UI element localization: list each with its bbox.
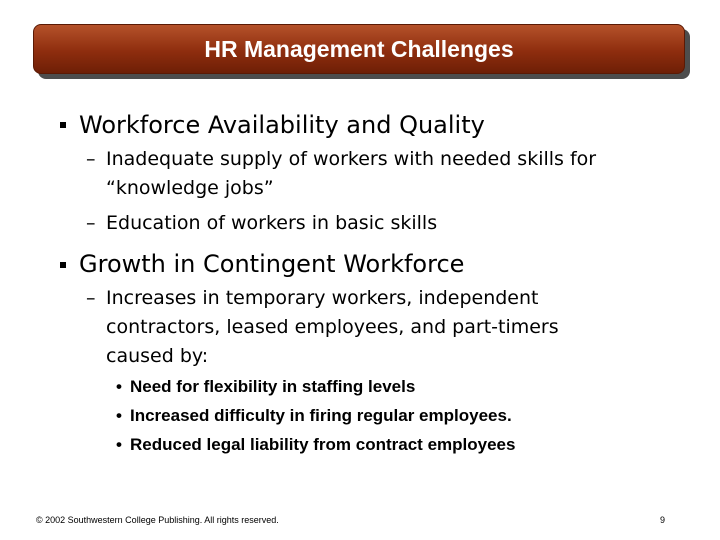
detail-bullet-text: Increased difficulty in firing regular employees. (130, 406, 512, 425)
bullet-marker (60, 122, 66, 128)
detail-bullet-dot: • (116, 406, 122, 425)
footer-copyright: © 2002 Southwestern College Publishing. All rights reserved. (36, 515, 279, 525)
detail-bullet-dot: • (116, 435, 122, 454)
subbullet-line: contractors, leased employees, and part-timers (106, 316, 559, 338)
bullet-text: Growth in Contingent Workforce (79, 250, 465, 278)
subbullet-line: Increases in temporary workers, independent (106, 287, 539, 309)
page-number: 9 (660, 515, 666, 525)
subbullet-dash: – (86, 287, 96, 309)
detail-bullet-text: Reduced legal liability from contract employees (130, 435, 516, 454)
detail-bullet-dot: • (116, 377, 122, 396)
subbullet-line: Inadequate supply of workers with needed skills for (106, 148, 597, 170)
subbullet-dash: – (86, 212, 96, 234)
subbullet-line: caused by: (106, 345, 209, 367)
subbullet-line: “knowledge jobs” (106, 177, 274, 199)
bullet-text: Workforce Availability and Quality (79, 111, 485, 139)
subbullet-dash: – (86, 148, 96, 170)
slide-title: HR Management Challenges (204, 36, 514, 62)
subbullet-line: Education of workers in basic skills (106, 212, 438, 234)
bullet-marker (60, 262, 66, 268)
detail-bullet-text: Need for flexibility in staffing levels (130, 377, 416, 396)
